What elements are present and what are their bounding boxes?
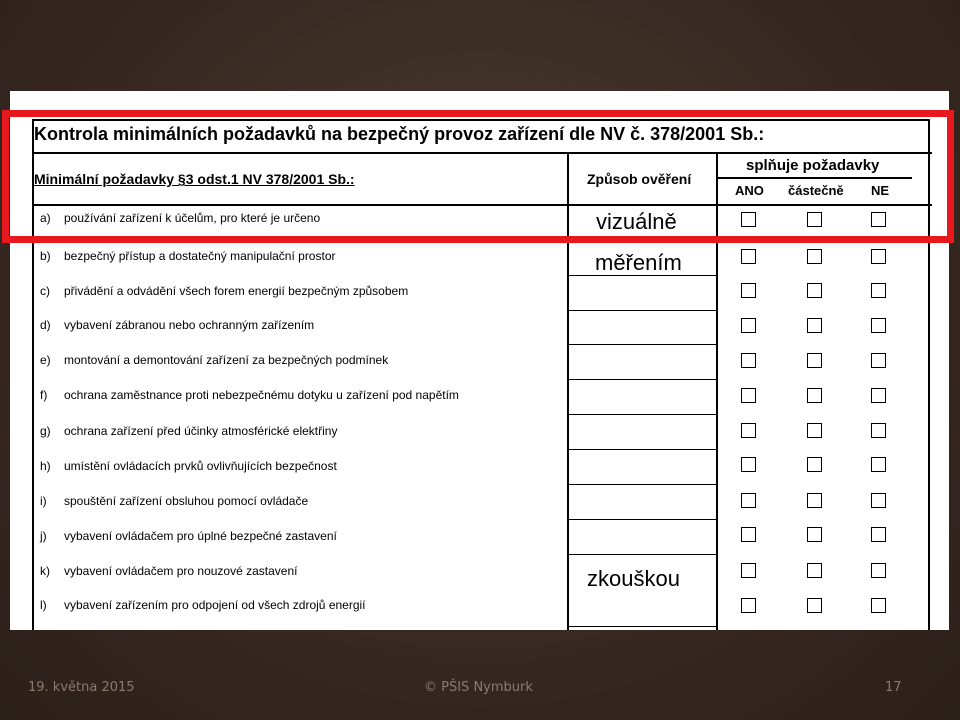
checkbox-yes[interactable] — [741, 563, 756, 578]
checkbox-partial[interactable] — [807, 423, 822, 438]
checkbox-yes[interactable] — [741, 527, 756, 542]
row-letter: e) — [40, 353, 51, 367]
row-letter: g) — [40, 424, 51, 438]
checkbox-no[interactable] — [871, 423, 886, 438]
document-title: Kontrola minimálních požadavků na bezpečný provoz zařízení dle NV č. 378/2001 Sb.: — [34, 124, 765, 144]
row-letter: a) — [40, 211, 51, 225]
row-text: ochrana zaměstnance proti nebezpečnému dotyku u zařízení pod napětím — [64, 388, 459, 402]
footer-page-number: 17 — [885, 680, 902, 695]
row-letter: f) — [40, 388, 48, 402]
row-text: montování a demontování zařízení za bezpečných podmínek — [64, 353, 389, 367]
checkbox-no[interactable] — [871, 598, 886, 613]
row-letter: d) — [40, 318, 51, 332]
checkbox-partial[interactable] — [807, 353, 822, 368]
checkbox-yes[interactable] — [741, 423, 756, 438]
checkbox-partial[interactable] — [807, 493, 822, 508]
method-cell-line — [569, 626, 716, 627]
highlight-rectangle — [2, 110, 954, 243]
method-cell-line — [569, 484, 716, 485]
checkbox-yes[interactable] — [741, 353, 756, 368]
method-test: zkouškou — [587, 566, 680, 591]
checkbox-no[interactable] — [871, 457, 886, 472]
row-letter: b) — [40, 249, 51, 263]
checkbox-partial[interactable] — [807, 598, 822, 613]
checkbox-partial[interactable] — [807, 318, 822, 333]
checkbox-no[interactable] — [871, 493, 886, 508]
row-text: vybavení ovládačem pro úplné bezpečné zastavení — [64, 529, 337, 543]
checkbox-yes[interactable] — [741, 249, 756, 264]
method-cell-line — [569, 554, 716, 555]
row-letter: k) — [40, 564, 50, 578]
checkbox-no[interactable] — [871, 283, 886, 298]
row-text: bezpečný přístup a dostatečný manipulační prostor — [64, 249, 336, 263]
compliance-header: splňuje požadavky — [746, 157, 880, 174]
method-header: Způsob ověření — [587, 171, 692, 187]
requirements-header: Minimální požadavky §3 odst.1 NV 378/2001 Sb.: — [34, 171, 355, 187]
checkbox-partial[interactable] — [807, 563, 822, 578]
checkbox-no[interactable] — [871, 388, 886, 403]
method-cell-line — [569, 414, 716, 415]
footer-copyright: © PŠIS Nymburk — [424, 680, 533, 695]
row-text: vybavení zařízením pro odpojení od všech zdrojů energií — [64, 598, 366, 612]
checkbox-no[interactable] — [871, 318, 886, 333]
checkbox-yes[interactable] — [741, 388, 756, 403]
row-letter: j) — [40, 529, 47, 543]
option-no-header: NE — [871, 183, 890, 198]
checkbox-partial[interactable] — [807, 527, 822, 542]
checkbox-no[interactable] — [871, 249, 886, 264]
checkbox-yes[interactable] — [741, 457, 756, 472]
checkbox-no[interactable] — [871, 563, 886, 578]
row-text: ochrana zařízení před účinky atmosférické elektřiny — [64, 424, 338, 438]
row-text: používání zařízení k účelům, pro které je určeno — [64, 211, 321, 225]
method-cell-line — [569, 379, 716, 380]
checkbox-partial[interactable] — [807, 249, 822, 264]
row-text: vybavení zábranou nebo ochranným zařízením — [64, 318, 315, 332]
row-text: vybavení ovládačem pro nouzové zastavení — [64, 564, 298, 578]
footer-date: 19. května 2015 — [28, 680, 135, 695]
checkbox-partial[interactable] — [807, 457, 822, 472]
method-cell-line — [569, 519, 716, 520]
method-cell-line — [569, 449, 716, 450]
option-partial-header: částečně — [788, 183, 844, 198]
row-letter: l) — [40, 598, 47, 612]
row-text: umístění ovládacích prvků ovlivňujících bezpečnost — [64, 459, 337, 473]
row-text: spouštění zařízení obsluhou pomocí ovládače — [64, 494, 309, 508]
checkbox-partial[interactable] — [807, 388, 822, 403]
row-letter: c) — [40, 284, 50, 298]
method-cell-line — [569, 310, 716, 311]
checkbox-yes[interactable] — [741, 318, 756, 333]
checkbox-yes[interactable] — [741, 598, 756, 613]
row-letter: h) — [40, 459, 51, 473]
checkbox-yes[interactable] — [741, 493, 756, 508]
row-letter: i) — [40, 494, 47, 508]
checkbox-yes[interactable] — [741, 283, 756, 298]
checkbox-no[interactable] — [871, 353, 886, 368]
method-visual: vizuálně — [596, 209, 677, 234]
method-cell-line — [569, 344, 716, 345]
checkbox-partial[interactable] — [807, 283, 822, 298]
checkbox-no[interactable] — [871, 527, 886, 542]
option-yes-header: ANO — [735, 183, 764, 198]
method-measurement: měřením — [595, 250, 682, 275]
row-text: přivádění a odvádění všech forem energií bezpečným způsobem — [64, 284, 409, 298]
